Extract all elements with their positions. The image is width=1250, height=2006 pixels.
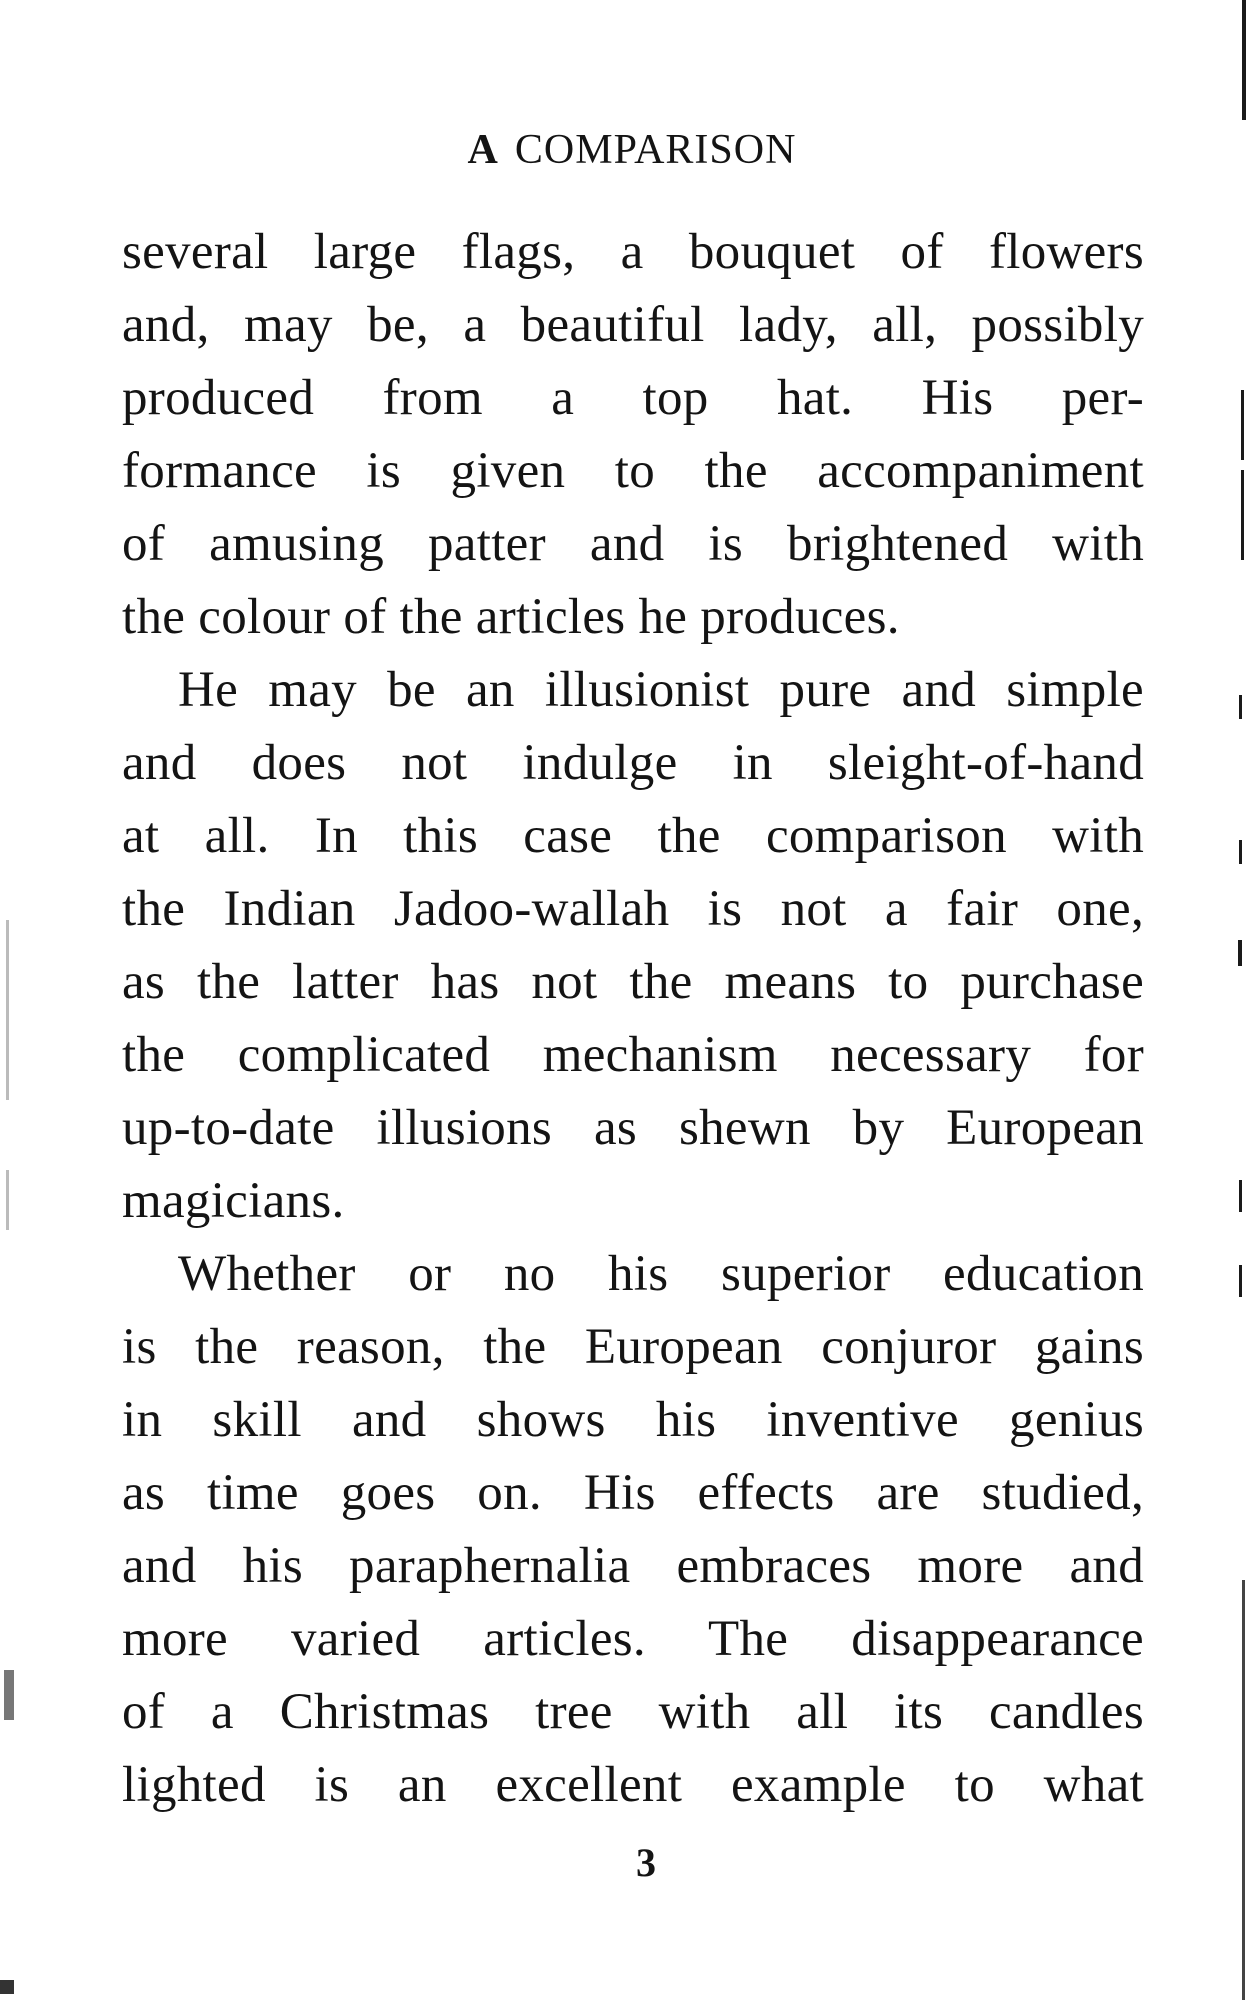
edge-mark bbox=[1242, 1580, 1245, 2000]
text-line: is the reason, the European conjuror gains bbox=[122, 1319, 1144, 1375]
text-line: as time goes on. His effects are studied, bbox=[122, 1465, 1144, 1521]
text-line: at all. In this case the comparison with bbox=[122, 808, 1144, 864]
edge-mark bbox=[1241, 470, 1244, 560]
edge-mark bbox=[1239, 1265, 1242, 1297]
paragraph-3 bbox=[122, 1238, 1144, 1822]
paragraph-1 bbox=[122, 216, 1144, 654]
paragraph-2 bbox=[122, 654, 1144, 1238]
text-line: the Indian Jadoo-wallah is not a fair one, bbox=[122, 881, 1144, 937]
scan-edge-artifacts bbox=[1228, 0, 1250, 2006]
text-line: up-to-date illusions as shewn by European bbox=[122, 1100, 1144, 1156]
text-line: and his paraphernalia embraces more and bbox=[122, 1538, 1144, 1594]
text-line: magicians. bbox=[122, 1173, 345, 1229]
speck bbox=[4, 1670, 14, 1720]
page-number: 3 bbox=[636, 1840, 656, 1885]
text-line: several large flags, a bouquet of flowers bbox=[122, 224, 1144, 280]
edge-mark bbox=[1241, 390, 1244, 460]
text-line: Whether or no his superior education bbox=[178, 1246, 1144, 1302]
edge-mark bbox=[1238, 940, 1242, 966]
text-line: the complicated mechanism necessary for bbox=[122, 1027, 1144, 1083]
speck bbox=[6, 1170, 9, 1230]
running-head bbox=[120, 120, 1144, 180]
text-line: as the latter has not the means to purchase bbox=[122, 954, 1144, 1010]
edge-mark bbox=[1239, 695, 1242, 719]
edge-mark bbox=[1239, 1180, 1242, 1212]
edge-mark bbox=[1239, 840, 1242, 864]
text-line: and does not indulge in sleight-of-hand bbox=[122, 735, 1144, 791]
running-head-title: COMPARISON bbox=[514, 127, 797, 173]
body-text bbox=[122, 216, 1144, 1822]
edge-mark bbox=[1242, 0, 1246, 120]
text-line: lighted is an excellent example to what bbox=[122, 1757, 1144, 1813]
text-line: He may be an illusionist pure and simple bbox=[178, 662, 1144, 718]
text-line: of amusing patter and is brightened with bbox=[122, 516, 1144, 572]
speck bbox=[6, 920, 9, 1100]
text-line: more varied articles. The disappearance bbox=[122, 1611, 1144, 1667]
speck bbox=[0, 1980, 14, 1994]
text-line: formance is given to the accompaniment bbox=[122, 443, 1144, 499]
running-head-article: A bbox=[467, 127, 499, 173]
text-line: and, may be, a beautiful lady, all, possibly bbox=[122, 297, 1144, 353]
text-line: produced from a top hat. His per- bbox=[122, 370, 1144, 426]
text-line: the colour of the articles he produces. bbox=[122, 589, 900, 645]
text-line: in skill and shows his inventive genius bbox=[122, 1392, 1144, 1448]
text-line: of a Christmas tree with all its candles bbox=[122, 1684, 1144, 1740]
scan-left-specks bbox=[0, 900, 20, 2000]
